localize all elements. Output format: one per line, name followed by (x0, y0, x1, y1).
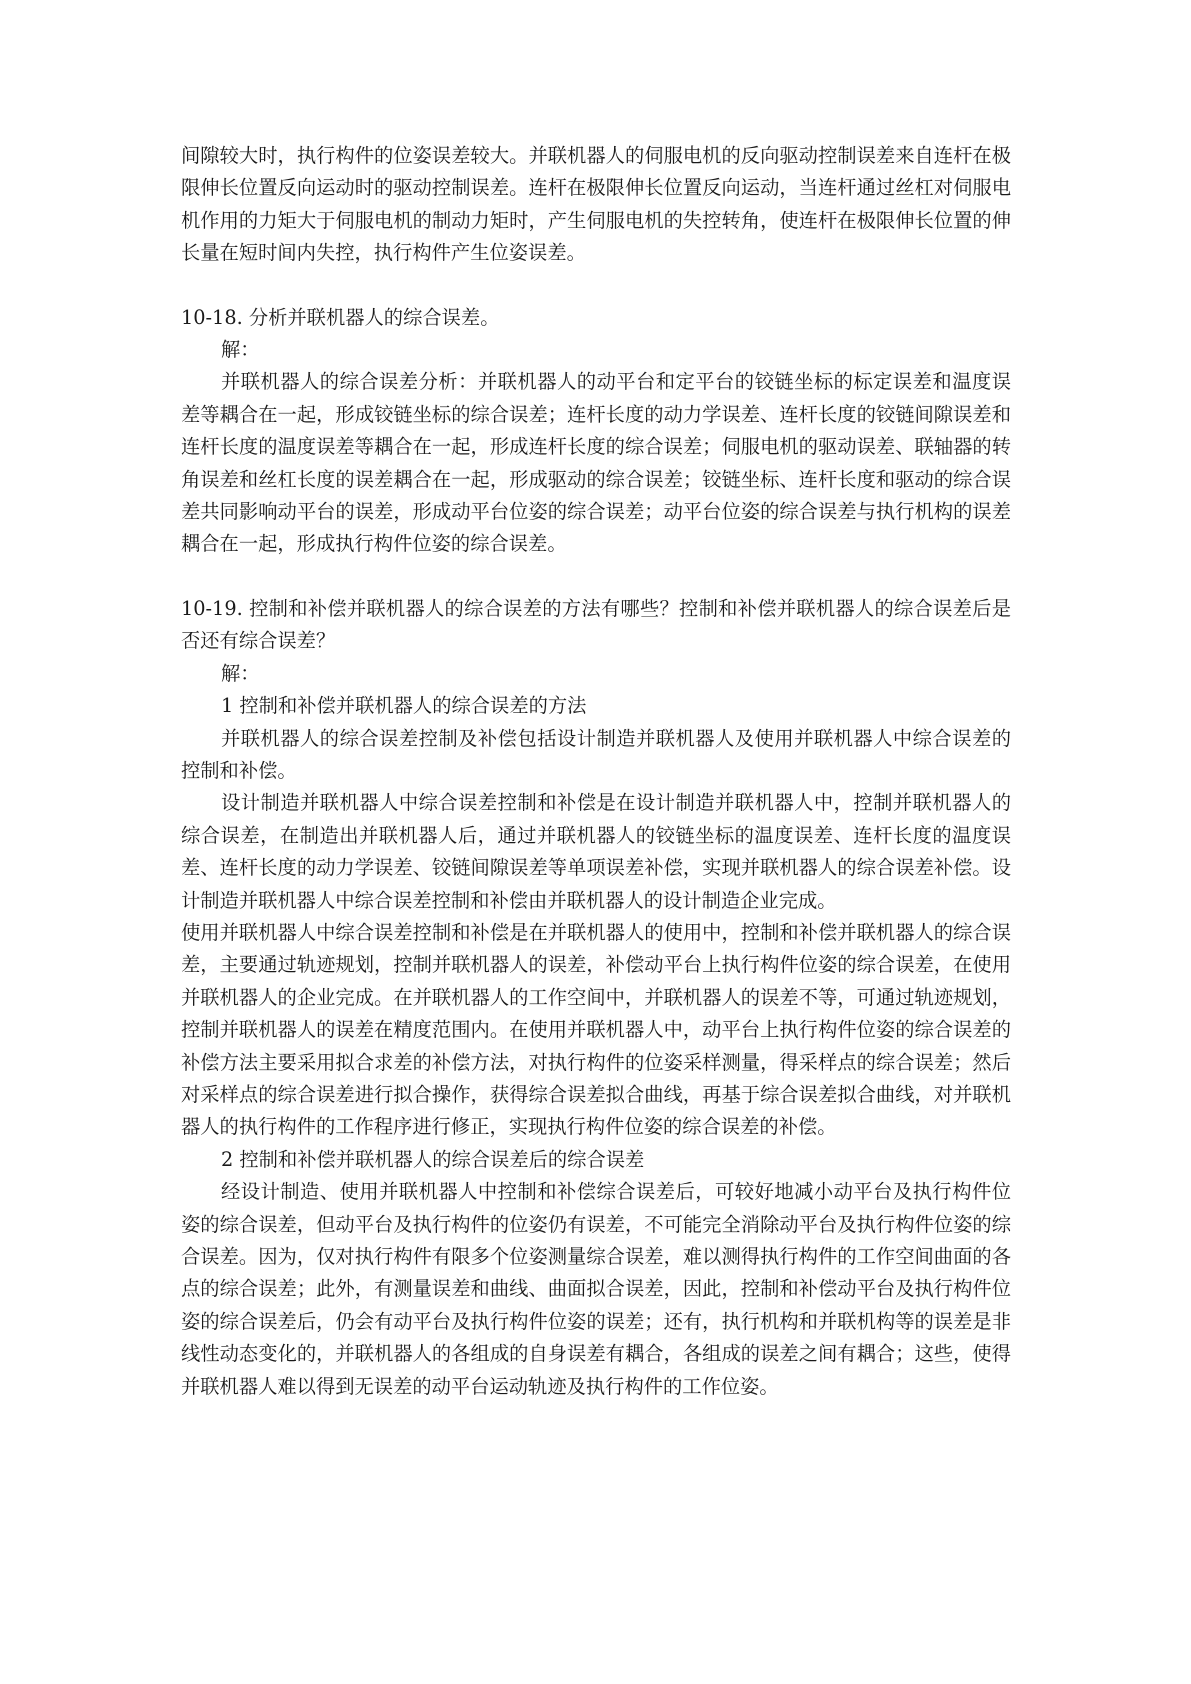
intro-paragraph: 间隙较大时，执行构件的位姿误差较大。并联机器人的伺服电机的反向驱动控制误差来自连杆在极限伸长位置反向运动时的驱动控制误差。连杆在极限伸长位置反向运动，当连杆通过丝杠对伺服电机作用的力矩大于伺服电机的制动力矩时，产生伺服电机的失控转角，使连杆在极限伸长位置的伸长量在短时间内失控，执行构件产生位姿误差。 (181, 144, 1011, 265)
paragraph-2: 设计制造并联机器人中综合误差控制和补偿是在设计制造并联机器人中，控制并联机器人的综合误差，在制造出并联机器人后，通过并联机器人的铰链坐标的温度误差、连杆长度的温度误差、连杆长度的动力学误差、铰链间隙误差等单项误差补偿，实现并联机器人的综合误差补偿。设计制造并联机器人中综合误差控制和补偿由并联机器人的设计制造企业完成。 (181, 791, 1011, 912)
question-10-18: 10-18. 分析并联机器人的综合误差。 (181, 305, 500, 329)
section-heading-2: 2 控制和补偿并联机器人的综合误差后的综合误差 (221, 1147, 645, 1171)
answer-10-18: 并联机器人的综合误差分析：并联机器人的动平台和定平台的铰链坐标的标定误差和温度误差等耦合在一起，形成铰链坐标的综合误差；连杆长度的动力学误差、连杆长度的铰链间隙误差和连杆长度的温度误差等耦合在一起，形成连杆长度的综合误差；伺服电机的驱动误差、联轴器的转角误差和丝杠长度的误差耦合在一起，形成驱动的综合误差；铰链坐标、连杆长度和驱动的综合误差共同影响动平台的误差，形成动平台位姿的综合误差；动平台位姿的综合误差与执行机构的误差耦合在一起，形成执行构件位姿的综合误差。 (181, 370, 1011, 556)
answer-label-10-18: 解： (221, 338, 260, 362)
document-page (181, 140, 1011, 1403)
paragraph-1: 并联机器人的综合误差控制及补偿包括设计制造并联机器人及使用并联机器人中综合误差的控制和补偿。 (181, 726, 1011, 782)
section-heading-1: 1 控制和补偿并联机器人的综合误差的方法 (221, 694, 587, 718)
paragraph-4: 经设计制造、使用并联机器人中控制和补偿综合误差后，可较好地减小动平台及执行构件位姿的综合误差，但动平台及执行构件的位姿仍有误差，不可能完全消除动平台及执行构件位姿的综合误差。因为，仅对执行构件有限多个位姿测量综合误差，难以测得执行构件的工作空间曲面的各点的综合误差；此外，有测量误差和曲线、曲面拟合误差，因此，控制和补偿动平台及执行构件位姿的综合误差后，仍会有动平台及执行构件位姿的误差；还有，执行机构和并联机构等的误差是非线性动态变化的，并联机器人的各组成的自身误差有耦合，各组成的误差之间有耦合；这些，使得并联机器人难以得到无误差的动平台运动轨迹及执行构件的工作位姿。 (181, 1180, 1011, 1398)
question-10-19: 10-19. 控制和补偿并联机器人的综合误差的方法有哪些？控制和补偿并联机器人的综合误差后是否还有综合误差？ (181, 596, 1011, 653)
answer-label-10-19: 解： (221, 661, 260, 685)
paragraph-3: 使用并联机器人中综合误差控制和补偿是在并联机器人的使用中，控制和补偿并联机器人的综合误差，主要通过轨迹规划，控制并联机器人的误差，补偿动平台上执行构件位姿的综合误差，在使用并联机器人的企业完成。在并联机器人的工作空间中，并联机器人的误差不等，可通过轨迹规划，控制并联机器人的误差在精度范围内。在使用并联机器人中，动平台上执行构件位姿的综合误差的补偿方法主要采用拟合求差的补偿方法，对执行构件的位姿采样测量，得采样点的综合误差；然后对采样点的综合误差进行拟合操作，获得综合误差拟合曲线，再基于综合误差拟合曲线，对并联机器人的执行构件的工作程序进行修正，实现执行构件位姿的综合误差的补偿。 (181, 920, 1011, 1139)
